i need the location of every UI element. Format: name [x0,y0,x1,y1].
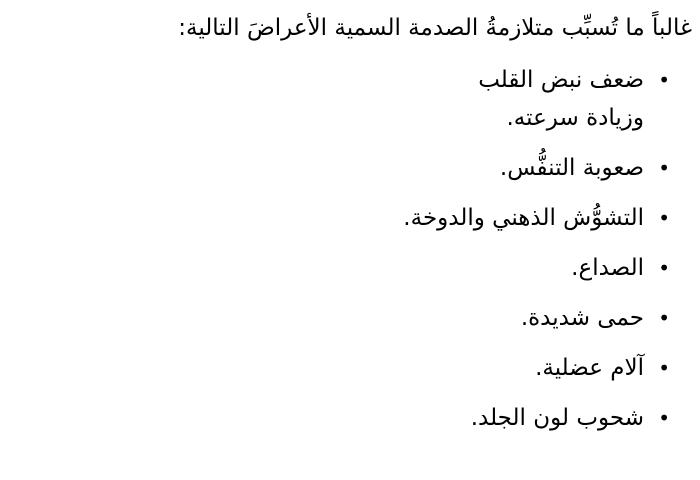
list-item-text: الصداع. [571,255,644,281]
bullet-icon: • [658,156,670,180]
list-item [403,148,700,188]
list-item [403,348,700,388]
list-item-text: ضعف نبض القلب [478,67,644,93]
list-item-text: آلام عضلية. [535,355,644,381]
list-item-text: صعوبة التنفُّس. [499,155,644,181]
list-item [403,198,700,238]
list-item [403,398,700,438]
symptom-list [403,60,700,448]
intro-paragraph: غالباً ما تُسبِّب متلازمةُ الصدمة السمية الأعراضَ التالية: [178,15,692,41]
list-item-text: شحوب لون الجلد. [470,405,644,431]
bullet-icon: • [658,206,670,230]
list-item-text-continuation: وزيادة سرعته. [506,105,644,131]
list-item [403,248,700,288]
bullet-icon: • [658,306,670,330]
list-item [403,60,700,136]
bullet-icon: • [658,256,670,280]
list-item-text: حمى شديدة. [520,305,644,331]
bullet-icon: • [658,406,670,430]
bullet-icon: • [658,356,670,380]
list-item [403,298,700,338]
bullet-icon: • [658,68,670,92]
list-item-text: التشوُّش الذهني والدوخة. [403,205,644,231]
